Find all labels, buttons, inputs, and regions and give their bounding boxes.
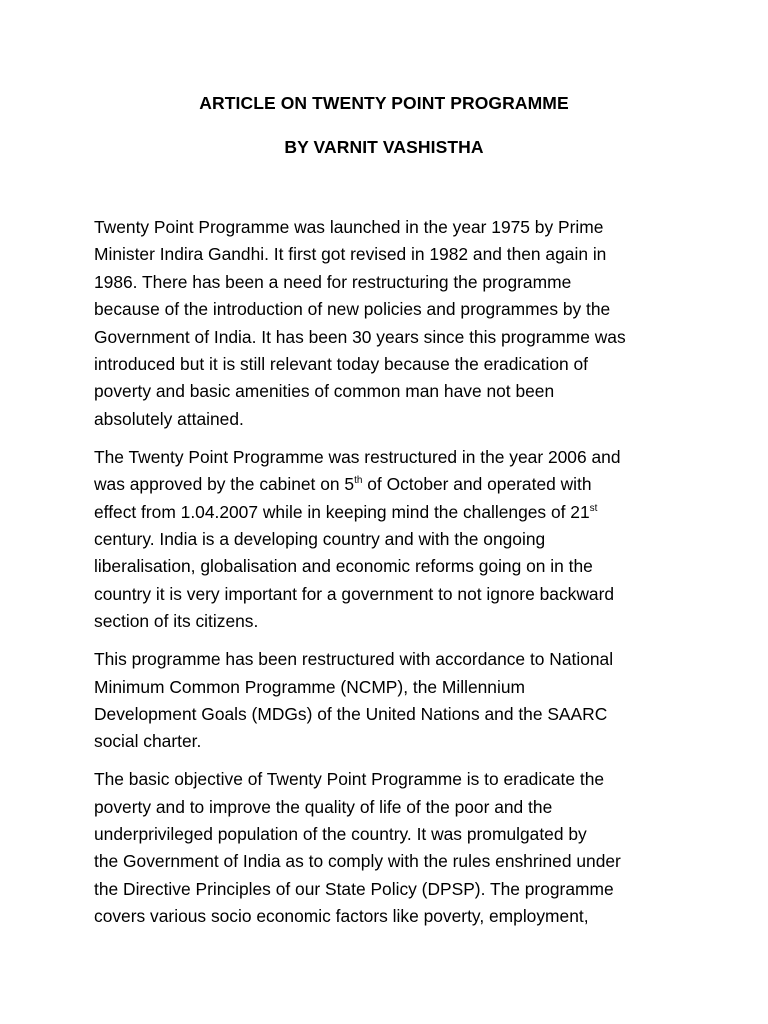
paragraph-3 (94, 646, 684, 756)
text-line: liberalisation, globalisation and economic reforms going on in the (94, 556, 593, 577)
text-line: Minimum Common Programme (NCMP), the Millennium (94, 676, 525, 697)
paragraph-1 (94, 214, 684, 433)
text-line: Development Goals (MDGs) of the United Nations and the SAARC (94, 703, 608, 724)
text-line: 1986. There has been a need for restructuring the programme (94, 271, 572, 292)
text-line: country it is very important for a government to not ignore backward (94, 583, 615, 604)
document-author: BY VARNIT VASHISTHA (284, 137, 484, 157)
superscript: st (589, 502, 598, 514)
text-line: section of its citizens. (94, 611, 259, 632)
text-line: underprivileged population of the country. It was promulgated by (94, 824, 587, 845)
text-line: The Twenty Point Programme was restructured in the year 2006 and (94, 446, 621, 467)
text-line: Minister Indira Gandhi. It first got revised in 1982 and then again in (94, 244, 607, 265)
text-segment: effect from 1.04.2007 while in keeping mind the challenges of 21 (94, 501, 590, 522)
text-segment: of October and operated with (362, 474, 592, 495)
text-line: poverty and to improve the quality of life of the poor and the (94, 796, 553, 817)
text-line: poverty and basic amenities of common man have not been (94, 381, 555, 402)
text-line: century. India is a developing country and with the ongoing (94, 528, 546, 549)
text-line: The basic objective of Twenty Point Programme is to eradicate the (94, 769, 605, 790)
text-line: covers various socio economic factors like poverty, employment, (94, 906, 589, 927)
text-line (94, 471, 684, 498)
superscript: th (354, 475, 363, 487)
text-line: Twenty Point Programme was launched in the year 1975 by Prime (94, 217, 604, 237)
paragraph-4 (94, 766, 684, 930)
text-line (94, 499, 684, 526)
text-line: absolutely attained. (94, 408, 244, 429)
document-body (94, 214, 684, 941)
text-line: because of the introduction of new policies and programmes by the (94, 299, 611, 320)
text-line: the Directive Principles of our State Policy (DPSP). The programme (94, 878, 614, 899)
text-segment: was approved by the cabinet on 5 (94, 474, 355, 495)
document-title: ARTICLE ON TWENTY POINT PROGRAMME (199, 93, 569, 113)
text-line: social charter. (94, 731, 202, 752)
text-line: the Government of India as to comply with the rules enshrined under (94, 851, 621, 872)
paragraph-2 (94, 444, 684, 636)
text-line: introduced but it is still relevant today because the eradication of (94, 354, 588, 375)
text-line: Government of India. It has been 30 years since this programme was (94, 326, 626, 347)
text-line: This programme has been restructured with accordance to National (94, 649, 614, 670)
